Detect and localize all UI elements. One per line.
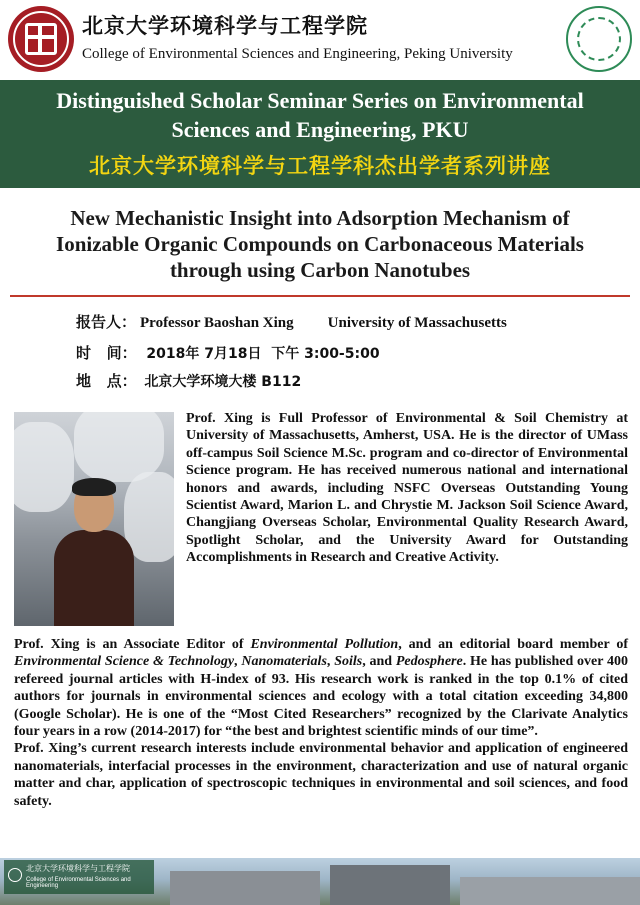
journal-environmental-pollution: Environmental Pollution xyxy=(250,637,399,652)
banner-title-en: Distinguished Scholar Seminar Series on Environmental Sciences and Engineering, PKU xyxy=(56,88,584,142)
speaker-label: 报告人： xyxy=(76,313,137,331)
college-logo-icon xyxy=(566,6,632,72)
speaker-university: University of Massachusetts xyxy=(327,315,507,331)
time-label: 时 间： xyxy=(76,344,137,362)
building-photo-strip xyxy=(0,858,640,905)
title-divider xyxy=(10,295,630,297)
lecture-time: 下午 3:00-5:00 xyxy=(271,346,380,362)
seminar-banner xyxy=(0,80,640,188)
lecture-date: 2018年 7月18日 xyxy=(146,346,262,362)
place-label: 地 点： xyxy=(76,372,137,390)
bio-editorial: Prof. Xing is an Associate Editor of Environmental Pollution, and an editorial board member of Environmental Science & Technology, Nanomaterials, Soils, and Pedosphere. He has published over 400 refereed journal articles with H-index of 93. His research work is ranked in the top 0.1% of cited authors for journals in environmental sciences and ecology with a total citation exceeding 34,800 (Google Scholar). He is one of the “Most Cited Researchers” recognized by the Clarivate Analytics four years in a row (2014-2017) for “the best and brightest scientific minds of our time”. xyxy=(14,637,629,740)
college-name-en: College of Environmental Sciences and Engineering, Peking University xyxy=(82,46,513,62)
pku-logo-icon xyxy=(8,6,74,72)
banner-title-cn: 北京大学环境科学与工程学科杰出学者系列讲座 xyxy=(89,154,551,178)
place-row xyxy=(76,370,301,391)
time-row xyxy=(76,342,380,363)
footer-college-label: 北京大学环境科学与工程学院 College of Environmental Sciences and Engineering xyxy=(4,860,154,894)
journal-nanomaterials: Nanomaterials xyxy=(241,654,327,670)
lecture-title: New Mechanistic Insight into Adsorption Mechanism of Ionizable Organic Compounds on Carbonaceous Materials through using Carbon Nanotubes xyxy=(56,206,584,282)
college-name-cn: 北京大学环境科学与工程学院 xyxy=(82,14,368,38)
header xyxy=(0,0,640,80)
college-emblem-icon xyxy=(8,868,22,882)
journal-soils: Soils xyxy=(334,654,363,670)
bio-research-interests: Prof. Xing’s current research interests include environmental behavior and application of engineered nanomaterials, interfacial processes in the environment, characterization and use of natural organic matter and char, application of spectroscopic techniques in environmental and soil sciences, and food safety. xyxy=(14,741,628,809)
speaker-name: Professor Baoshan Xing xyxy=(140,315,294,331)
speaker-photo xyxy=(14,412,174,626)
lecture-place: 北京大学环境大楼 B112 xyxy=(144,374,302,390)
journal-est: Environmental Science & Technology xyxy=(14,654,235,670)
bio-paragraph-1: Prof. Xing is Full Professor of Environmental & Soil Chemistry at University of Massachusetts, Amherst, USA. He is the director of UMass off-campus Soil Science M.Sc. program and co-director of Environmental Science program. He has received numerous national and international honors and awards, including NSFC Overseas Outstanding Young Scientist Award, Marion L. and Chrystie M. Jackson Soil Science Award, Changjiang Overseas Scholar, Environmental Quality Research Award, Spotlight Scholar, and the University Award for Outstanding Accomplishments in Research and Creative Activity. xyxy=(186,411,628,566)
speaker-row xyxy=(76,311,507,332)
journal-pedosphere: Pedosphere xyxy=(395,654,463,670)
bio-paragraph-2 xyxy=(14,636,628,810)
